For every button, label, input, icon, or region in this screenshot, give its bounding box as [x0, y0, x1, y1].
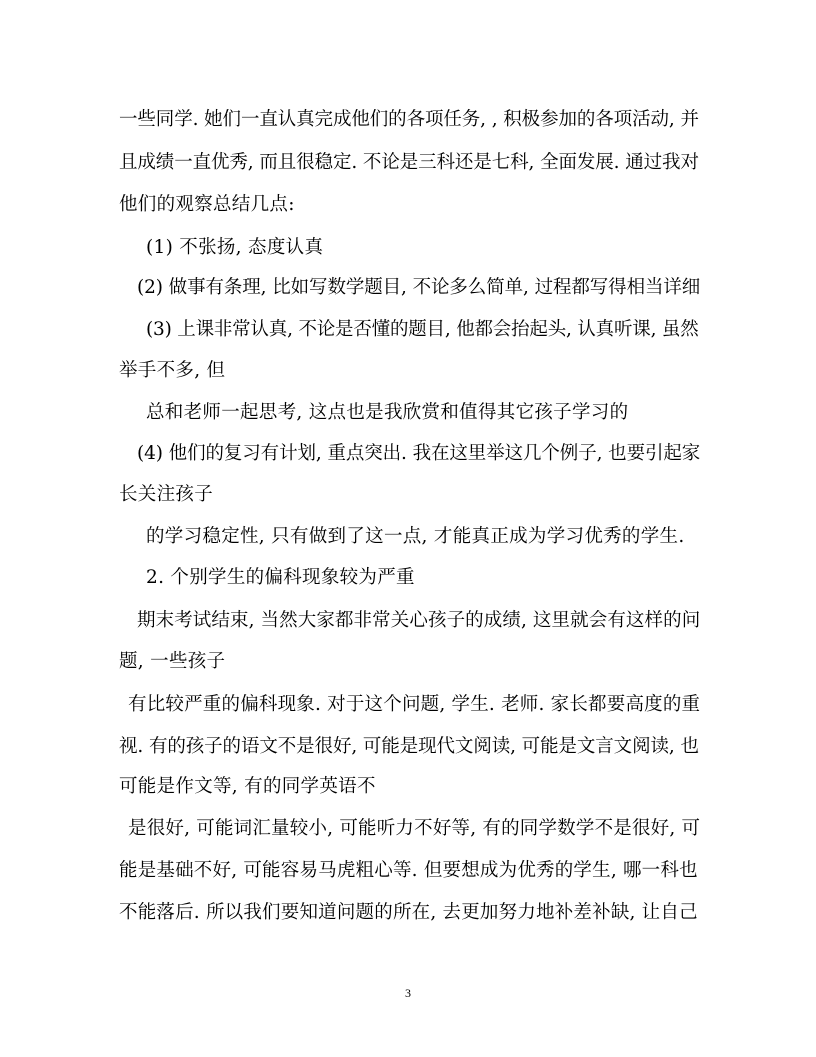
text-line: (2) 做事有条理, 比如写数学题目, 不论多么简单, 过程都写得相当详细 — [137, 277, 701, 298]
text-line: 一些同学. 她们一直认真完成他们的各项任务, , 积极参加的各项活动, 并 — [119, 109, 699, 130]
text-line: 不能落后. 所以我们要知道问题的所在, 去更加努力地补差补缺, 让自己 — [119, 902, 698, 923]
text-line: 题, 一些孩子 — [119, 651, 226, 672]
text-line: 且成绩一直优秀, 而且很稳定. 不论是三科还是七科, 全面发展. 通过我对 — [119, 152, 699, 173]
text-line: 视. 有的孩子的语文不是很好, 可能是现代文阅读, 可能是文言文阅读, 也 — [119, 736, 699, 757]
text-line: 是很好, 可能词汇量较小, 可能听力不好等, 有的同学数学不是很好, 可 — [128, 818, 701, 839]
page-number: 3 — [405, 986, 411, 1000]
text-line: 可能是作文等, 有的同学英语不 — [119, 776, 376, 797]
text-line: 长关注孩子 — [119, 484, 214, 505]
section-heading: 2. 个别学生的偏科现象较为严重 — [146, 567, 415, 588]
text-line: 总和老师一起思考, 这点也是我欣赏和值得其它孩子学习的 — [146, 402, 629, 423]
text-line: (1) 不张扬, 态度认真 — [146, 237, 324, 258]
text-line: 有比较严重的偏科现象. 对于这个问题, 学生. 老师. 家长都要高度的重 — [128, 694, 701, 715]
text-line: 他们的观察总结几点: — [119, 194, 295, 215]
text-line: 的学习稳定性, 只有做到了这一点, 才能真正成为学习优秀的学生. — [146, 526, 685, 547]
text-line: (4) 他们的复习有计划, 重点突出. 我在这里举这几个例子, 也要引起家 — [137, 443, 701, 464]
text-line: 能是基础不好, 可能容易马虎粗心等. 但要想成为优秀的学生, 哪一科也 — [119, 860, 698, 881]
text-line: 举手不多, 但 — [119, 360, 226, 381]
text-line: (3) 上课非常认真, 不论是否懂的题目, 他都会抬起头, 认真听课, 虽然 — [146, 319, 699, 340]
text-line: 期末考试结束, 当然大家都非常关心孩子的成绩, 这里就会有这样的问 — [137, 610, 701, 631]
